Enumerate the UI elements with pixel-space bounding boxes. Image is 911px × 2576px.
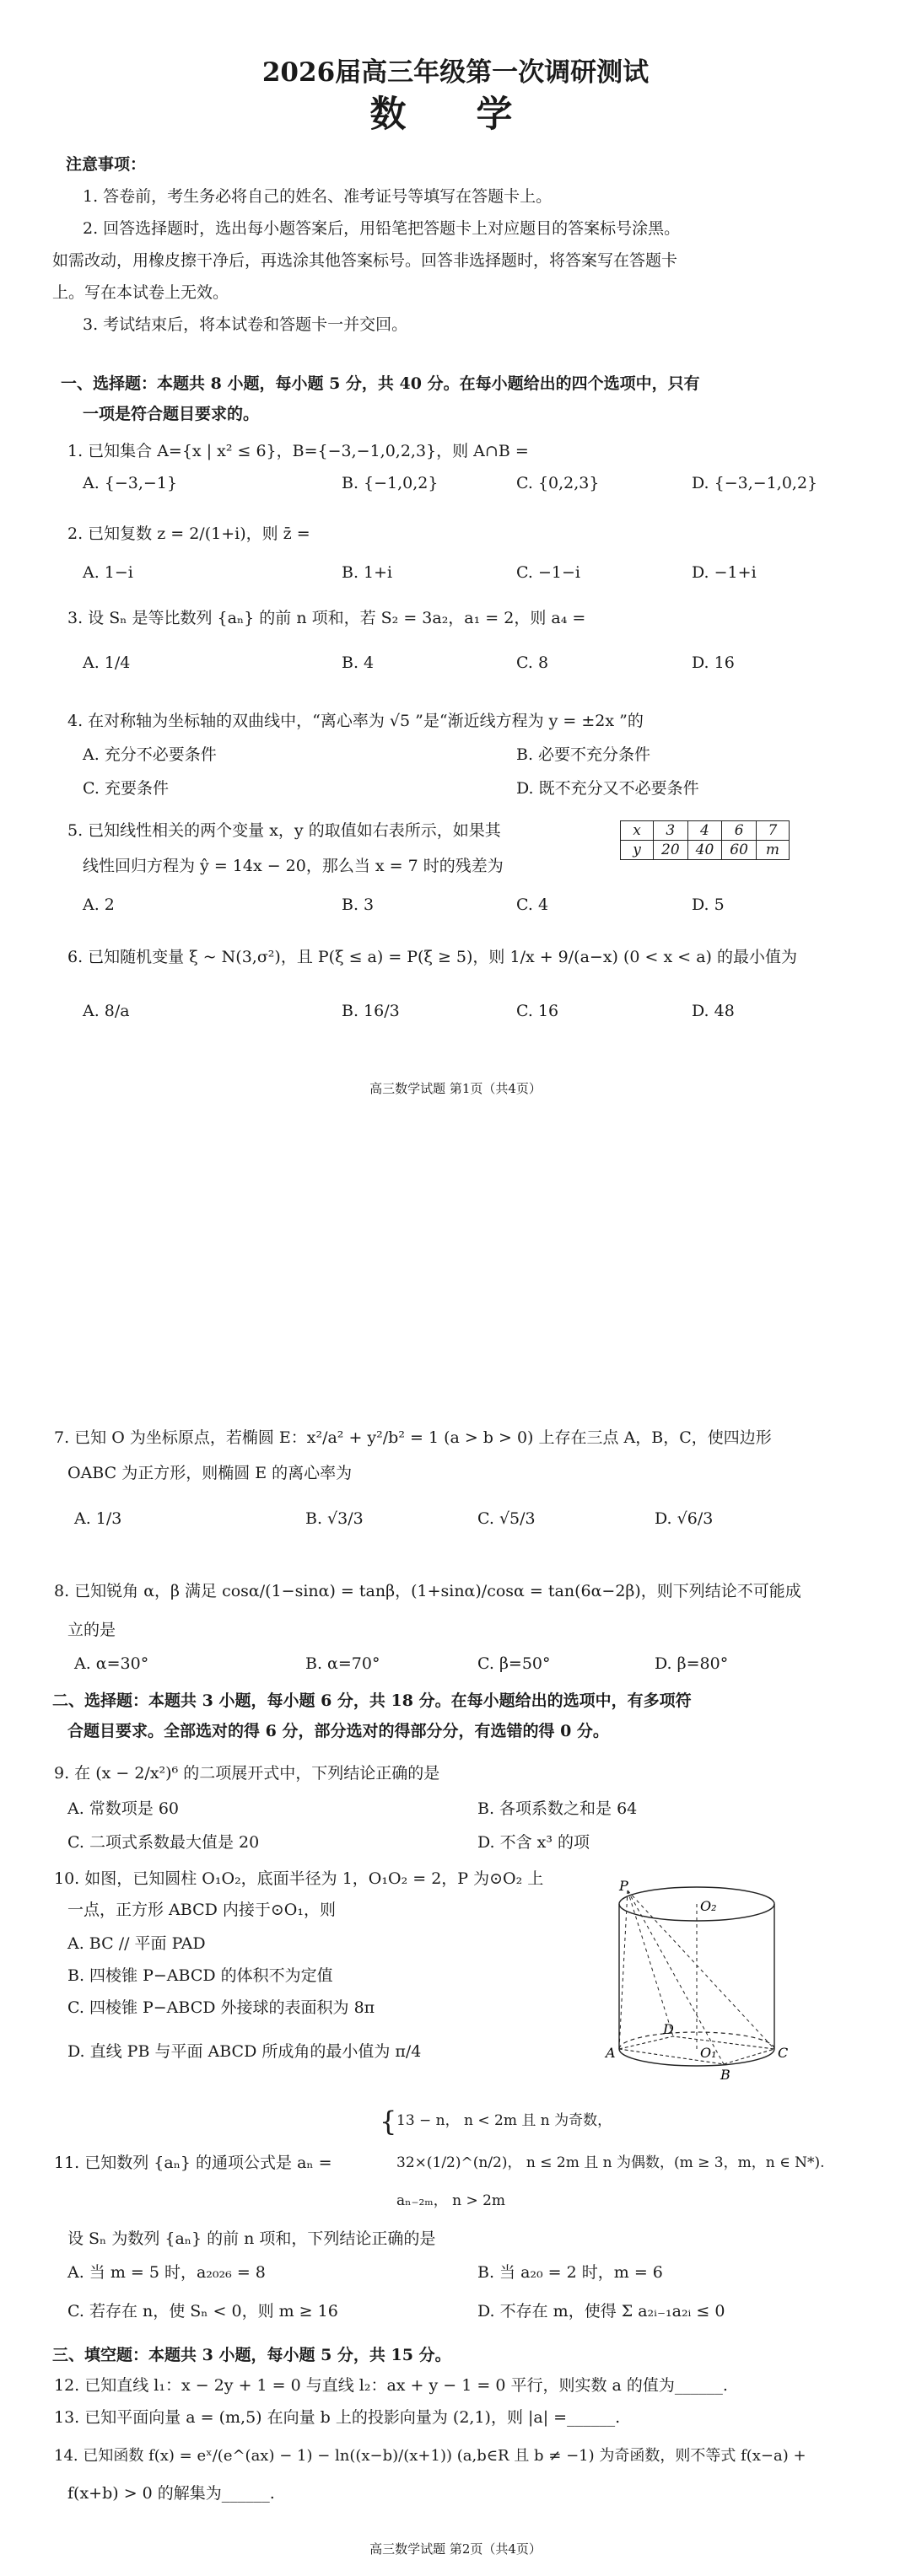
- subject-title: 数 学: [369, 94, 542, 136]
- question-7-stem-2: OABC 为正方形，则椭圆 E 的离心率为: [67, 1464, 353, 1482]
- question-9-option-c: C. 二项式系数最大值是 20: [67, 1833, 260, 1852]
- question-7-stem: 7. 已知 O 为坐标原点，若椭圆 E：x²/a² + y²/b² = 1 (a > b > 0) 上存在三点 A，B，C，使四边形: [54, 1428, 772, 1447]
- notes-heading: 注意事项：: [66, 155, 147, 174]
- question-8-option-d: D. β=80°: [655, 1654, 729, 1673]
- question-5-stem-2: 线性回归方程为 ŷ = 14x − 20，那么当 x = 7 时的残差为: [83, 857, 504, 875]
- question-4-option-d: D. 既不充分又不必要条件: [516, 779, 699, 798]
- table-cell: y: [621, 841, 654, 860]
- question-2-option-d: D. −1+i: [692, 563, 757, 582]
- label-p: P: [619, 1880, 628, 1894]
- table-cell: 60: [722, 841, 757, 860]
- question-5-option-b: B. 3: [342, 895, 375, 914]
- question-1-option-b: B. {−1,0,2}: [342, 474, 439, 492]
- cylinder-diagram: [597, 1880, 791, 2083]
- question-4-option-a: A. 充分不必要条件: [83, 745, 217, 764]
- note-2: 2. 回答选择题时，选出每小题答案后，用铅笔把答题卡上对应题目的答案标号涂黑。: [83, 219, 681, 238]
- question-12: 12. 已知直线 l₁：x − 2y + 1 = 0 与直线 l₂：ax + y − 1 = 0 平行，则实数 a 的值为______.: [54, 2376, 728, 2395]
- question-3-option-a: A. 1/4: [83, 653, 131, 672]
- question-14-cont: f(x+b) > 0 的解集为______.: [67, 2484, 275, 2503]
- question-4-option-b: B. 必要不充分条件: [516, 745, 651, 764]
- question-8-option-a: A. α=30°: [74, 1654, 149, 1673]
- page-1: [0, 0, 911, 1265]
- question-6-option-a: A. 8/a: [83, 1002, 130, 1020]
- section-2-line-1: 二、选择题：本题共 3 小题，每小题 6 分，共 18 分。在每小题给出的选项中，有多项符: [52, 1691, 692, 1710]
- question-9-option-b: B. 各项系数之和是 64: [477, 1799, 638, 1818]
- question-2-stem: 2. 已知复数 z = 2/(1+i)，则 z̄ =: [67, 524, 310, 543]
- question-11-option-c: C. 若存在 n，使 Sₙ < 0，则 m ≥ 16: [67, 2302, 338, 2321]
- question-7-option-b: B. √3/3: [305, 1509, 364, 1528]
- table-row: [621, 821, 790, 841]
- label-o2: O₂: [700, 1898, 717, 1914]
- table-cell: x: [621, 821, 654, 841]
- page-1-footer: 高三数学试题 第1页（共4页）: [369, 1081, 542, 1096]
- question-8-option-b: B. α=70°: [305, 1654, 380, 1673]
- page-2-footer: 高三数学试题 第2页（共4页）: [369, 2541, 542, 2557]
- question-10-stem: 10. 如图，已知圆柱 O₁O₂，底面半径为 1，O₁O₂ = 2，P 为⊙O₂ 上: [54, 1869, 544, 1888]
- question-11-option-b: B. 当 a₂₀ = 2 时，m = 6: [477, 2263, 663, 2282]
- label-o1: O₁: [700, 2045, 717, 2061]
- question-9-option-d: D. 不含 x³ 的项: [477, 1833, 590, 1852]
- question-11-option-d: D. 不存在 m，使得 Σ a₂ᵢ₋₁a₂ᵢ ≤ 0: [477, 2302, 725, 2321]
- table-row: [621, 841, 790, 860]
- question-11-option-a: A. 当 m = 5 时，a₂₀₂₆ = 8: [67, 2263, 266, 2282]
- question-1-stem: 1. 已知集合 A={x | x² ≤ 6}，B={−3,−1,0,2,3}，则 A∩B =: [67, 442, 529, 460]
- question-4-option-c: C. 充要条件: [83, 779, 169, 798]
- question-1-option-a: A. {−3,−1}: [83, 474, 178, 492]
- table-cell: 40: [687, 841, 722, 860]
- section-2-line-2: 合题目要求。全部选对的得 6 分，部分选对的得部分分，有选错的得 0 分。: [67, 1722, 609, 1740]
- pa-line: [619, 1890, 628, 2049]
- label-c: C: [778, 2045, 789, 2061]
- question-7-option-a: A. 1/3: [74, 1509, 122, 1528]
- question-11-case-3: aₙ₋₂ₘ， n > 2m: [396, 2192, 506, 2209]
- question-1-option-d: D. {−3,−1,0,2}: [692, 474, 818, 492]
- question-6-stem: 6. 已知随机变量 ξ ~ N(3,σ²)，且 P(ξ ≤ a) = P(ξ ≥ 5)，则 1/x + 9/(a−x) (0 < x < a) 的最小值为: [67, 948, 797, 966]
- question-14: 14. 已知函数 f(x) = eˣ/(e^(ax) − 1) − ln((x−b)/(x+1)) (a,b∈R 且 b ≠ −1) 为奇函数，则不等式 f(x−a) +: [54, 2447, 806, 2465]
- table-cell: 7: [756, 821, 789, 841]
- question-9-stem: 9. 在 (x − 2/x²)⁶ 的二项展开式中，下列结论正确的是: [54, 1764, 440, 1783]
- question-10-option-a: A. BC // 平面 PAD: [67, 1934, 206, 1953]
- page-2: [0, 1265, 911, 2576]
- question-5-stem: 5. 已知线性相关的两个变量 x，y 的取值如右表所示，如果其: [67, 821, 501, 840]
- note-1: 1. 答卷前，考生务必将自己的姓名、准考证号等填写在答题卡上。: [83, 187, 553, 206]
- label-b: B: [720, 2067, 730, 2083]
- question-7-option-d: D. √6/3: [655, 1509, 714, 1528]
- bottom-front-arc: [619, 2049, 774, 2066]
- question-6-option-c: C. 16: [516, 1002, 559, 1020]
- question-2-option-b: B. 1+i: [342, 563, 393, 582]
- question-11-stem-2: 设 Sₙ 为数列 {aₙ} 的前 n 项和，下列结论正确的是: [67, 2229, 436, 2248]
- question-3-option-c: C. 8: [516, 653, 549, 672]
- question-4-stem: 4. 在对称轴为坐标轴的双曲线中，“离心率为 √5 ”是“渐近线方程为 y = ±2x ”的: [67, 712, 644, 730]
- question-2-option-a: A. 1−i: [83, 563, 133, 582]
- question-3-option-d: D. 16: [692, 653, 735, 672]
- question-5-option-d: D. 5: [692, 895, 725, 914]
- note-3: 3. 考试结束后，将本试卷和答题卡一并交回。: [83, 315, 408, 334]
- pc-line: [628, 1890, 774, 2049]
- question-6-option-b: B. 16/3: [342, 1002, 400, 1020]
- question-1-option-c: C. {0,2,3}: [516, 474, 600, 492]
- question-5-option-a: A. 2: [83, 895, 115, 914]
- pd-line: [628, 1890, 673, 2036]
- section-1-line-2: 一项是符合题目要求的。: [83, 405, 260, 423]
- brace-symbol: {: [380, 2105, 397, 2138]
- question-8-stem-2: 立的是: [67, 1621, 116, 1639]
- note-2-end: 上。写在本试卷上无效。: [52, 283, 229, 302]
- note-2-cont: 如需改动，用橡皮擦干净后，再选涂其他答案标号。回答非选择题时，将答案写在答题卡: [52, 251, 678, 270]
- table-cell: 3: [654, 821, 688, 841]
- table-cell: 4: [687, 821, 722, 841]
- section-1-line-1: 一、选择题：本题共 8 小题，每小题 5 分，共 40 分。在每小题给出的四个选项中，只有: [61, 374, 700, 393]
- question-8-option-c: C. β=50°: [477, 1654, 551, 1673]
- table-cell: 20: [654, 841, 688, 860]
- question-5-option-c: C. 4: [516, 895, 549, 914]
- question-10-option-d: D. 直线 PB 与平面 ABCD 所成角的最小值为 π/4: [67, 2042, 422, 2061]
- question-2-option-c: C. −1−i: [516, 563, 580, 582]
- question-11-case-2: 32×(1/2)^(n/2)， n ≤ 2m 且 n 为偶数，(m ≥ 3，m，n ∈ N*).: [396, 2154, 825, 2171]
- question-5-table: [620, 820, 790, 860]
- label-d: D: [663, 2021, 674, 2037]
- question-8-stem: 8. 已知锐角 α，β 满足 cosα/(1−sinα) = tanβ，(1+sinα)/cosα = tan(6α−2β)，则下列结论不可能成: [54, 1582, 801, 1600]
- question-10-stem-2: 一点，正方形 ABCD 内接于⊙O₁，则: [67, 1901, 337, 1919]
- question-3-stem: 3. 设 Sₙ 是等比数列 {aₙ} 的前 n 项和，若 S₂ = 3a₂，a₁ = 2，则 a₄ =: [67, 609, 586, 627]
- table-cell: 6: [722, 821, 757, 841]
- question-11-stem: 11. 已知数列 {aₙ} 的通项公式是 aₙ =: [54, 2154, 332, 2172]
- question-13: 13. 已知平面向量 a = (m,5) 在向量 b 上的投影向量为 (2,1)，则 |a| =______.: [54, 2408, 621, 2427]
- question-7-option-c: C. √5/3: [477, 1509, 536, 1528]
- question-3-option-b: B. 4: [342, 653, 375, 672]
- question-10-option-c: C. 四棱锥 P−ABCD 外接球的表面积为 8π: [67, 1998, 375, 2017]
- label-a: A: [606, 2045, 616, 2061]
- question-6-option-d: D. 48: [692, 1002, 735, 1020]
- question-11-case-1: 13 − n， n < 2m 且 n 为奇数，: [396, 2112, 612, 2129]
- question-10-option-b: B. 四棱锥 P−ABCD 的体积不为定值: [67, 1966, 333, 1985]
- question-9-option-a: A. 常数项是 60: [67, 1799, 180, 1818]
- table-cell: m: [756, 841, 789, 860]
- pb-line: [628, 1890, 724, 2064]
- section-3-heading: 三、填空题：本题共 3 小题，每小题 5 分，共 15 分。: [52, 2346, 451, 2364]
- exam-title: 2026届高三年级第一次调研测试: [261, 57, 650, 88]
